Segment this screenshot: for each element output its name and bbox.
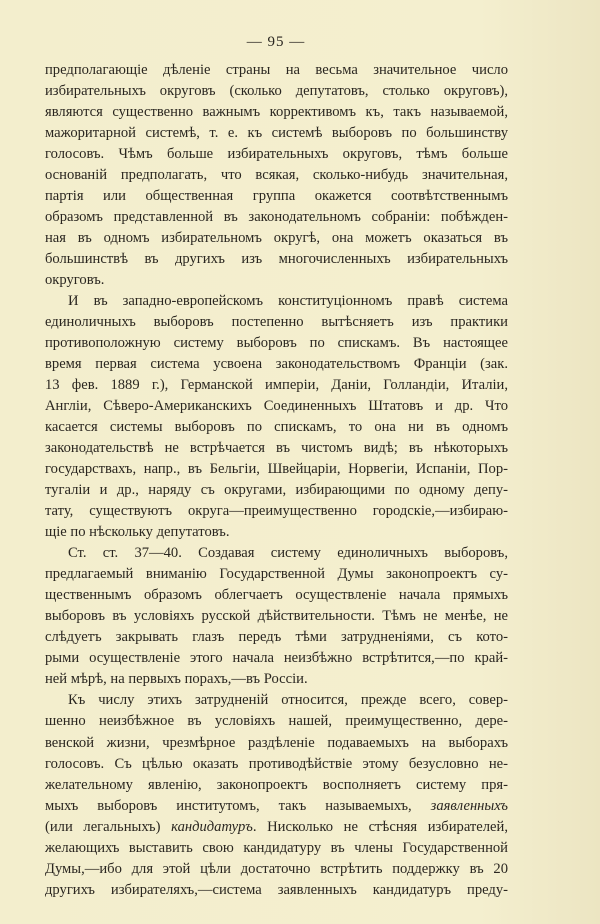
text-line: государствахъ, напр., въ Бельгіи, Швейцаріи, Норвегіи, Испаніи, Пор- xyxy=(45,461,508,478)
text-line: время первая система усвоена законодательствомъ Франціи (зак. xyxy=(45,356,508,373)
italic-term: кандидатуръ xyxy=(171,818,253,835)
text-line: тату, существуютъ округа—преимущественно городскіе,—избираю- xyxy=(45,503,508,520)
text-line: ная въ одномъ избирательномъ округѣ, она можетъ оказаться въ xyxy=(45,230,508,247)
text-line: щіе по нѣскольку депутатовъ. xyxy=(45,524,230,541)
text-line: предполагающіе дѣленіе страны на весьма значительное число xyxy=(45,62,508,78)
text-line: законодательствѣ не встрѣчается въ чистомъ видѣ; въ нѣкоторыхъ xyxy=(45,440,508,457)
text-line: Англіи, Сѣверо-Американскихъ Соединенныхъ Штатовъ и др. Что xyxy=(45,398,508,415)
text-line xyxy=(45,817,508,838)
text-line: желательному явленію, законопроектъ восполняетъ систему пря- xyxy=(45,776,508,793)
italic-term: заявленныхъ xyxy=(430,797,508,814)
text-line: касается системы выборовъ по спискамъ, то она ни въ одномъ xyxy=(45,419,508,436)
paragraph-start-line: И въ западно-европейскомъ конституціонномъ правѣ система xyxy=(68,293,508,310)
text-line: желающихъ выставить свою кандидатуру въ члены Государственной xyxy=(45,839,508,856)
text-line: тугаліи и др., наряду съ округами, избирающими по одному депу- xyxy=(45,482,508,499)
text-line: большинствѣ въ другихъ изъ многочисленныхъ избирательныхъ xyxy=(45,251,508,268)
text-segment: (или легальныхъ) xyxy=(45,818,172,835)
text-line: голосовъ. Съ цѣлью оказать противодѣйствіе этому безусловно не- xyxy=(45,755,508,772)
text-segment: мыхъ выборовъ институтомъ, такъ называемыхъ, xyxy=(45,797,431,814)
text-line: противоположную систему выборовъ по спискамъ. Въ настоящее xyxy=(45,335,508,352)
text-line: избирательныхъ округовъ (сколько депутатовъ, столько округовъ), xyxy=(45,83,508,100)
text-line: основаній предполагать, что всякая, сколько-нибудь значительная, xyxy=(45,167,508,184)
page-number: — 95 — xyxy=(246,34,306,50)
text-segment: . Нисколько не стѣсняя избирателей, xyxy=(252,818,508,835)
text-line: выборовъ въ условіяхъ русской дѣйствительности. Тѣмъ не менѣе, не xyxy=(45,608,508,625)
text-line: голосовъ. Чѣмъ больше избирательныхъ округовъ, тѣмъ больше xyxy=(45,146,508,163)
text-line: являются существенно важнымъ коррективомъ къ, такъ называемой, xyxy=(45,104,508,121)
text-line: 13 фев. 1889 г.), Германской имперіи, Даніи, Голландіи, Италіи, xyxy=(45,377,508,394)
text-line: предлагаемый вниманію Государственной Думы законопроектъ су- xyxy=(45,566,508,583)
text-line: единоличныхъ выборовъ постепенно вытѣсняетъ изъ практики xyxy=(45,314,508,331)
text-line: Думы,—ибо для этой цѣли достаточно встрѣтить поддержку въ 20 xyxy=(45,860,508,877)
text-line: ней мѣрѣ, на первыхъ порахъ,—въ Россіи. xyxy=(45,671,308,688)
text-line: щественнымъ образомъ облегчаетъ осуществленіе начала прямыхъ xyxy=(45,587,508,604)
text-line: слѣдуетъ закрывать глазъ передъ тѣми затрудненіями, съ кото- xyxy=(45,629,508,646)
paragraph-start-line: Къ числу этихъ затрудненій относится, прежде всего, совер- xyxy=(68,692,508,709)
text-line: мажоритарной системѣ, т. е. къ системѣ выборовъ по большинству xyxy=(45,125,508,142)
text-line: рыми осуществленіе этого начала неизбѣжно встрѣтится,—по край- xyxy=(45,650,508,667)
paragraph-start-line: Ст. ст. 37—40. Создавая систему единоличныхъ выборовъ, xyxy=(68,545,508,562)
text-line: другихъ избирателяхъ,—система заявленныхъ кандидатуръ преду- xyxy=(45,881,508,898)
text-line: шенно неизбѣжное въ условіяхъ нашей, преимущественно, дере- xyxy=(45,713,508,730)
text-line: партія или общественная группа окажется соотвѣтственнымъ xyxy=(45,188,508,205)
text-line: образомъ представленной въ законодательномъ собраніи: побѣжден- xyxy=(45,209,508,226)
text-line: венской жизни, чрезмѣрное раздѣленіе подаваемыхъ на выборахъ xyxy=(45,734,508,751)
text-line xyxy=(45,796,508,817)
text-line: округовъ. xyxy=(45,272,105,289)
body-text xyxy=(45,60,508,901)
